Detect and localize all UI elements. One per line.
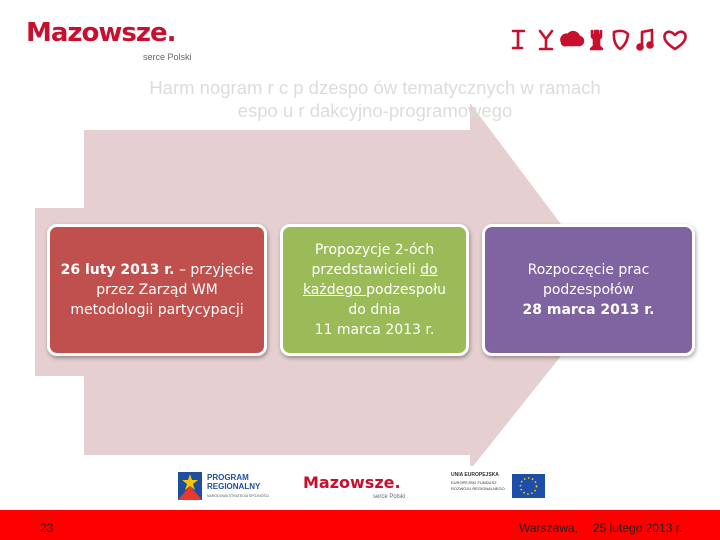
cloud-icon <box>561 32 583 45</box>
step-1-date: 26 luty 2013 r. <box>60 262 175 278</box>
footer-date: 25 lutego 2013 r. <box>593 521 683 535</box>
step-box-3 <box>482 224 695 356</box>
logo-text: Mazowsze. <box>26 18 176 48</box>
mask-icon <box>614 31 628 49</box>
step-box-2 <box>280 224 469 356</box>
step-2-date: 11 marca 2013 r. <box>314 322 435 338</box>
footer-mazowsze: Mazowsze. <box>303 473 401 492</box>
program-small: NARODOWA STRATEGIA SPÓJNOŚCI <box>207 494 270 498</box>
step-1-line-2: przez Zarząd WM <box>96 282 218 298</box>
step-2-line-4: do dnia <box>348 302 401 318</box>
title-line-2: espo u r dakcyjno-programowego <box>237 100 513 121</box>
step-3-line-2: podzespołów <box>542 282 635 298</box>
bicycle-icon <box>513 31 524 48</box>
header-icons <box>510 26 690 54</box>
slide-number: 23 <box>40 521 54 535</box>
step-2-line-1: Propozycje 2-óch <box>314 242 435 258</box>
footer-place: Warszawa, <box>519 521 578 535</box>
step-3-date: 28 marca 2013 r. <box>522 302 655 318</box>
step-1-text: – przyjęcie <box>174 262 254 278</box>
slide-title <box>60 76 690 122</box>
title-line-1: Harm nogram r c p dzespo ów tematycznych w ramach <box>149 77 601 98</box>
fountain-icon <box>540 31 552 49</box>
logo-subtitle: serce Polski <box>143 52 192 62</box>
footer-mazowsze-sub: serce Polski <box>373 494 406 500</box>
program-sub: REGIONALNY <box>207 482 261 491</box>
step-2-line-3b: podzespołu <box>366 282 447 298</box>
step-3-line-1: Rozpoczęcie prac <box>527 262 650 278</box>
step-2-line-2a: przedstawicieli <box>311 262 421 278</box>
mazowsze-logo <box>26 18 216 68</box>
chess-rook-icon <box>591 31 602 49</box>
eu-line-3: ROZWOJU REGIONALNEGO <box>451 486 505 491</box>
footer-logos <box>175 466 550 506</box>
step-box-1 <box>47 224 267 356</box>
heart-outline-icon <box>664 32 685 49</box>
eu-line-2: EUROPEJSKI FUNDUSZ <box>451 480 497 485</box>
step-1-line-3: metodologii partycypacji <box>70 302 244 318</box>
step-2-line-2b: do <box>420 262 438 278</box>
eu-title: UNIA EUROPEJSKA <box>451 472 499 478</box>
program-title: PROGRAM <box>207 473 249 482</box>
music-note-icon <box>638 30 653 50</box>
step-2-line-3a: każdego <box>302 282 367 298</box>
